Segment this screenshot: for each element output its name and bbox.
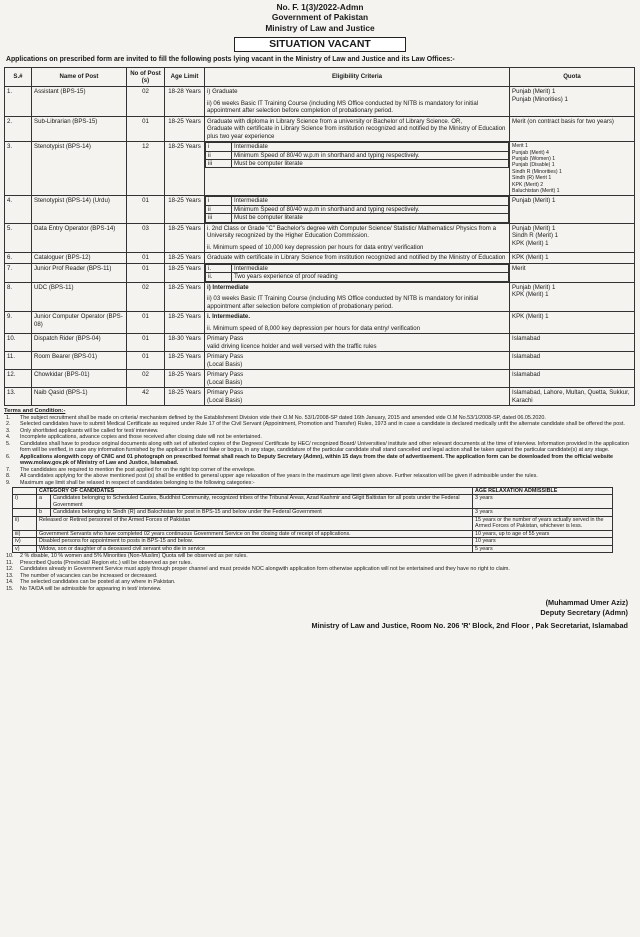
term-number: 5. — [6, 440, 11, 447]
age-row-num — [13, 509, 37, 517]
criteria-line: valid driving licence holder and well versed with the traffic rules — [207, 342, 377, 350]
term-text: Candidates already in Government Service must apply through proper channel and must provide NOC alongwith application form otherwise application will not be entertained and they have no right to claim. — [20, 566, 510, 573]
post-sno: 1. — [5, 87, 32, 117]
post-criteria — [205, 253, 510, 264]
post-count: 01 — [127, 263, 165, 282]
post-quota — [510, 223, 635, 253]
post-age-limit: 18-25 Years — [165, 142, 205, 196]
post-count: 01 — [127, 196, 165, 223]
post-age-limit: 18-25 Years — [165, 312, 205, 334]
term-text: The subject recruitment shall be made on criteria/ mechanism defined by the Establishment Division vide their O.M No. 53/1/2008-SP dated 16th January, 2015 and amended vide O.M No.53/1/2008-SP, dated 06.05.2020. — [20, 414, 546, 421]
term-text: Only shortlisted applicants will be called for test/ interview. — [20, 427, 159, 434]
quota-line: Islamabad — [512, 371, 541, 378]
criteria-num: i — [206, 197, 232, 205]
criteria-line: Primary Pass — [207, 389, 244, 396]
post-count: 01 — [127, 352, 165, 370]
age-row-num: v) — [13, 545, 37, 553]
term-number: 7. — [6, 466, 11, 473]
term-number: 13. — [6, 572, 14, 579]
term-text: 2 % disable, 10 % women and 5% Minorities (Non-Muslim) Quota will be observed as per rules. — [20, 553, 248, 560]
age-row-num: iv) — [13, 538, 37, 546]
post-name: Sub-Librarian (BPS-15) — [32, 116, 127, 142]
post-sno: 4. — [5, 196, 32, 223]
term-number: 6. — [6, 453, 11, 460]
criteria-list — [205, 142, 509, 168]
criteria-list — [205, 264, 509, 282]
post-count: 01 — [127, 312, 165, 334]
col-count: No of Post (s) — [127, 68, 165, 87]
criteria-item — [206, 160, 509, 168]
term-text: Selected candidates have to submit Medical Certificate as required under Rule 17 of the Civil Servant (Appointment, Promotion and Transfer) Rules, 1973 and in case a candidate is declared medically unfit the alternate candidate shall be offered the post. — [20, 421, 625, 428]
table-row — [5, 116, 635, 142]
post-count: 42 — [127, 388, 165, 406]
ministry-name: Ministry of Law and Justice — [265, 22, 375, 33]
criteria-num: ii — [206, 151, 232, 159]
term-number: 4. — [6, 434, 11, 441]
term-number: 3. — [6, 427, 11, 434]
quota-line: Islamabad, Lahore, Multan, Quetta, Sukkur, Karachi — [512, 389, 630, 404]
post-count: 02 — [127, 370, 165, 388]
post-sno: 12. — [5, 370, 32, 388]
criteria-item — [206, 143, 509, 151]
quota-line: Punjab (Women) 1 — [512, 156, 556, 163]
post-criteria — [205, 263, 510, 282]
table-row — [5, 263, 635, 282]
post-count: 12 — [127, 142, 165, 196]
age-row-category: Candidates belonging to Sindh (R) and Balochistan for post in BPS-15 and below under the Federal Government — [51, 509, 473, 517]
age-row — [13, 545, 613, 553]
post-name: Data Entry Operator (BPS-14) — [32, 223, 127, 253]
age-row-category: Widow, son or daughter of a deceased civil servant who die in service — [37, 545, 473, 553]
age-col-blank — [13, 487, 37, 495]
post-sno: 6. — [5, 253, 32, 264]
criteria-num: ii. — [206, 273, 232, 281]
intro-text: Applications on prescribed form are invited to fill the following posts lying vacant in the Ministry of Law and Justice and its Law Offices:- — [6, 56, 455, 64]
term-number: 12. — [6, 566, 14, 573]
quota-line: Punjab (Merit) 1 — [512, 88, 556, 96]
post-quota — [510, 263, 635, 282]
quota-line: Sindh R (Minorities) 1 — [512, 168, 562, 175]
age-row — [13, 495, 613, 509]
criteria-text: Intermediate — [232, 197, 509, 205]
quota-line: Punjab (Merit) 4 — [512, 149, 549, 156]
age-row — [13, 516, 613, 530]
term-text: No TA/DA will be admissible for appearing in test/ interview. — [20, 585, 162, 592]
post-name: Naib Qasid (BPS-1) — [32, 388, 127, 406]
post-criteria — [205, 116, 510, 142]
post-name: Stenotypist (BPS-14) — [32, 142, 127, 196]
criteria-line: Primary Pass — [207, 353, 244, 360]
term-number: 11. — [6, 559, 14, 566]
post-age-limit: 18-25 Years — [165, 352, 205, 370]
criteria-line: Primary Pass — [207, 335, 244, 342]
post-criteria — [205, 196, 510, 223]
age-row-num: ii) — [13, 516, 37, 530]
post-sno: 11. — [5, 352, 32, 370]
col-quota: Quota — [510, 68, 635, 87]
post-sno: 10. — [5, 334, 32, 352]
post-quota — [510, 142, 635, 196]
term-number: 1. — [6, 414, 11, 421]
age-row — [13, 509, 613, 517]
table-row — [5, 142, 635, 196]
post-quota — [510, 253, 635, 264]
term-text: Maximum age limit shall be relaxed in respect of candidates belonging to the following categories:- — [20, 480, 255, 487]
term-number: 2. — [6, 421, 11, 428]
post-name: Assistant (BPS-15) — [32, 87, 127, 117]
quota-line: Merit 1 — [512, 143, 528, 150]
criteria-line: (Local Basis) — [207, 378, 243, 386]
table-row — [5, 87, 635, 117]
post-criteria — [205, 223, 510, 253]
post-sno: 5. — [5, 223, 32, 253]
post-age-limit: 18-25 Years — [165, 263, 205, 282]
file-number: No. F. 1(3)/2022-Admn — [276, 2, 364, 12]
post-quota — [510, 87, 635, 117]
post-criteria — [205, 352, 510, 370]
term-text: Prescribed Quota (Provincial/ Region etc.) will be observed as per rules. — [20, 559, 192, 566]
table-row — [5, 253, 635, 264]
post-name: Dispatch Rider (BPS-04) — [32, 334, 127, 352]
col-age: Age Limit — [165, 68, 205, 87]
post-criteria — [205, 282, 510, 312]
criteria-line: ii. Minimum speed of 8,000 key depression per hours for data entry/ verification — [207, 324, 421, 332]
post-quota — [510, 312, 635, 334]
post-quota — [510, 116, 635, 142]
post-sno: 13. — [5, 388, 32, 406]
term-text: The candidates are required to mention the post applied for on the right top corner of the envelope. — [20, 466, 256, 473]
post-quota — [510, 352, 635, 370]
criteria-line: Graduate with diploma in Library Science from a university or Bachelor of Library Science. OR, — [207, 117, 463, 125]
age-row-category: Candidates belonging to Scheduled Castes, Buddhist Community, recognized tribes of the Tribunal Areas, Azad Kashmir and Gilgit Baltistan for all posts under the Federal Government — [51, 495, 473, 509]
signatory-name: (Muhammad Umer Aziz) — [545, 598, 628, 608]
criteria-text: Minimum Speed of 80/40 w.p.m in shorthand and typing respectively. — [232, 151, 509, 159]
age-row-category: Government Servants who have completed 02 years continuous Government Service on the closing date of receipt of applications. — [37, 530, 473, 538]
post-name: Junior Prof Reader (BPS-11) — [32, 263, 127, 282]
post-count: 01 — [127, 116, 165, 142]
quota-line: Sindh R (Merit) 1 — [512, 232, 559, 240]
table-row — [5, 388, 635, 406]
age-row-relaxation: 5 years — [473, 545, 613, 553]
quota-line: KPK (Merit) 1 — [512, 313, 549, 320]
criteria-line: ii) 03 weeks Basic IT Training Course (including MS Office conducted by NITB is mandatory for initial appointment after selection before completion of probationary period. — [207, 295, 479, 310]
quota-line: KPK (Merit) 2 — [512, 181, 544, 188]
criteria-line: i) Graduate — [207, 88, 238, 96]
term-number: 14. — [6, 579, 14, 586]
criteria-line: (Local Basis) — [207, 396, 243, 404]
office-address: Ministry of Law and Justice, Room No. 206 'R' Block, 2nd Floor , Pak Secretariat, Islamabad — [311, 620, 628, 630]
term-number: 9. — [6, 480, 11, 487]
criteria-num: iii — [206, 214, 232, 222]
criteria-num: ii — [206, 205, 232, 213]
post-sno: 2. — [5, 116, 32, 142]
term-item — [4, 480, 636, 487]
term-item — [4, 586, 636, 593]
quota-line: KPK (Merit) 1 — [512, 239, 549, 247]
post-quota — [510, 196, 635, 223]
age-row-sub: b — [37, 509, 51, 517]
quota-line: Punjab (Merit) 1 — [512, 197, 556, 205]
table-row — [5, 223, 635, 253]
document-header — [4, 2, 636, 33]
age-row-relaxation: 3 years — [473, 509, 613, 517]
post-name: Room Bearer (BPS-01) — [32, 352, 127, 370]
term-text: Candidates shall have to produce original documents along with set of attested copies of the Degrees/ Certificate by HEC/ recognized Board/ Universities/ institute and other relevant documents at the time of interview. Information provided in the application form will be verified, in case any information furnished by the applicant is found fake or bogus, in any stage, candidature of the particular candidate shall stand cancelled and legal action shall be taken against the particular candidate(s) at any stage. — [20, 440, 629, 454]
criteria-text: Two years experience of proof reading — [232, 273, 509, 281]
age-row-relaxation: 3 years — [473, 495, 613, 509]
age-row-relaxation: 15 years or the number of years actually served in the Armed Forces of Pakistan, whichever is less. — [473, 516, 613, 530]
post-criteria — [205, 142, 510, 196]
age-relaxation-table — [12, 487, 613, 554]
criteria-line: i. 2nd Class or Grade "C" Bachelor's degree with Computer Science/ Statistic/ Mathematics/ Physics from a University recognized by the Higher Education Commission. — [207, 224, 496, 240]
quota-line: Punjab (Minorities) 1 — [512, 95, 568, 103]
quota-line: Sindh (R) Merit 1 — [512, 175, 552, 182]
age-row — [13, 530, 613, 538]
age-row-num: iii) — [13, 530, 37, 538]
situation-vacant-banner: SITUATION VACANT — [234, 37, 406, 52]
term-number: 15. — [6, 585, 14, 592]
criteria-text: Intermediate — [232, 264, 509, 272]
age-col-category: CATEGORY OF CANDIDATES — [37, 487, 473, 495]
vacancy-table — [4, 67, 635, 406]
quota-line: Islamabad — [512, 353, 541, 360]
post-sno: 7. — [5, 263, 32, 282]
post-age-limit: 18-25 Years — [165, 370, 205, 388]
term-item — [4, 441, 636, 454]
criteria-num: i — [206, 143, 232, 151]
criteria-item — [206, 197, 509, 205]
terms-section — [4, 408, 636, 592]
criteria-list — [205, 196, 509, 222]
post-quota — [510, 282, 635, 312]
term-text: The selected candidates can be posted at any where in Pakistan. — [20, 579, 176, 586]
term-number: 10. — [6, 553, 14, 560]
age-row — [13, 538, 613, 546]
post-age-limit: 18-30 Years — [165, 334, 205, 352]
post-count: 01 — [127, 253, 165, 264]
quota-line: Islamabad — [512, 335, 541, 342]
term-text: The number of vacancies can be increased or decreased. — [20, 572, 158, 579]
post-age-limit: 18-25 Years — [165, 116, 205, 142]
vacancy-table-header — [5, 68, 635, 87]
age-col-relaxation: AGE RELAXATION ADMISSIBLE — [473, 487, 613, 495]
post-age-limit: 18-25 Years — [165, 196, 205, 223]
signatory-title: Deputy Secretary (Admn) — [540, 607, 628, 617]
table-row — [5, 352, 635, 370]
criteria-item — [206, 273, 509, 281]
criteria-item — [206, 214, 509, 222]
post-name: Stenotypist (BPS-14) (Urdu) — [32, 196, 127, 223]
post-name: Chowkidar (BPS-01) — [32, 370, 127, 388]
post-sno: 8. — [5, 282, 32, 312]
table-row — [5, 370, 635, 388]
criteria-item — [206, 205, 509, 213]
col-criteria: Eligibility Criteria — [205, 68, 510, 87]
post-count: 03 — [127, 223, 165, 253]
post-age-limit: 18-28 Years — [165, 87, 205, 117]
quota-line: KPK (Merit) 1 — [512, 254, 549, 262]
post-criteria — [205, 312, 510, 334]
quota-line: Punjab (Merit) 1 — [512, 224, 556, 232]
criteria-text: Must be computer literate — [232, 214, 509, 222]
col-sno: S.# — [5, 68, 32, 87]
government-name: Government of Pakistan — [271, 12, 369, 23]
post-sno: 3. — [5, 142, 32, 196]
criteria-text: Minimum Speed of 80/40 w.p.m in shorthand and typing respectively. — [232, 205, 509, 213]
post-criteria — [205, 87, 510, 117]
quota-line: KPK (Merit) 1 — [512, 291, 549, 298]
criteria-line: (Local Basis) — [207, 360, 243, 368]
criteria-line: Primary Pass — [207, 371, 244, 378]
term-item — [4, 454, 636, 467]
term-text: Applications alongwith copy of CNIC and 01 photograph on prescribed format shall reach to Deputy Secretary (Admn), within 15 days from the date of advertisement. The application form can be downloaded from the official website www.molaw.gov.pk of Ministry of Law and Justice, Islamabad. — [20, 453, 614, 467]
post-quota — [510, 388, 635, 406]
criteria-item — [206, 151, 509, 159]
quota-line: Punjab (Merit) 1 — [512, 283, 556, 291]
table-row — [5, 196, 635, 223]
criteria-text: Intermediate — [232, 143, 509, 151]
criteria-line: ii. Minimum speed of 10,000 key depression per hours for data entry/ verification — [207, 243, 424, 251]
quota-line: Baluchistan (Merit) 1 — [512, 188, 560, 195]
signature-block — [4, 598, 636, 630]
age-row-category: Disabled persons for appointment to posts in BPS-15 and below. — [37, 538, 473, 546]
age-row-sub: a — [37, 495, 51, 509]
terms-heading: Terms and Condition:- — [4, 408, 66, 414]
post-criteria — [205, 334, 510, 352]
post-count: 02 — [127, 87, 165, 117]
post-count: 02 — [127, 282, 165, 312]
post-name: Cataloguer (BPS-12) — [32, 253, 127, 264]
post-age-limit: 18-25 Years — [165, 282, 205, 312]
table-row — [5, 334, 635, 352]
age-row-num: i) — [13, 495, 37, 509]
quota-line: Merit — [512, 264, 526, 272]
criteria-num: i. — [206, 264, 232, 272]
criteria-line: i. Intermediate. — [207, 313, 251, 320]
post-quota — [510, 334, 635, 352]
quota-line: Merit (on contract basis for two years) — [512, 117, 614, 125]
table-row — [5, 282, 635, 312]
table-row — [5, 312, 635, 334]
post-criteria — [205, 370, 510, 388]
criteria-item — [206, 264, 509, 272]
criteria-line: ii) 06 weeks Basic IT Training Course (including MS Office conducted by NITB is mandatory for initial appointment after selection before completion of probationary period. — [207, 99, 479, 115]
post-criteria — [205, 388, 510, 406]
post-sno: 9. — [5, 312, 32, 334]
quota-line: Punjab (Disable) 1 — [512, 162, 555, 169]
post-quota — [510, 370, 635, 388]
criteria-line: Graduate with certificate in Library Science from institution recognized and notified by the Ministry of Education — [207, 254, 506, 262]
term-text: Incomplete applications, advance copies and those received after closing date will not be entertained. — [20, 434, 262, 441]
criteria-line: i) Intermediate — [207, 283, 249, 291]
post-age-limit: 18-25 Years — [165, 223, 205, 253]
criteria-line: Graduate with certificate in Library Science from institution recognized and notified by the Ministry of Education plus two year experience — [207, 125, 506, 140]
age-row-category: Released or Retired personnel of the Armed Forces of Pakistan — [37, 516, 473, 530]
post-count: 01 — [127, 334, 165, 352]
criteria-num: iii — [206, 160, 232, 168]
term-text: All candidates applying for the above mentioned post (s) shall be entitled to general upper age relaxation of five years in the maximum age limit given above. Further relaxation will be given if admissible under the rules. — [20, 473, 538, 480]
age-row-relaxation: 10 years — [473, 538, 613, 546]
age-row-relaxation: 10 years, up to age of 55 years — [473, 530, 613, 538]
post-age-limit: 18-25 Years — [165, 388, 205, 406]
post-name: UDC (BPS-11) — [32, 282, 127, 312]
post-age-limit: 18-25 Years — [165, 253, 205, 264]
post-name: Junior Computer Operator (BPS-08) — [32, 312, 127, 334]
term-number: 8. — [6, 473, 11, 480]
criteria-text: Must be computer literate — [232, 160, 509, 168]
col-post: Name of Post — [32, 68, 127, 87]
